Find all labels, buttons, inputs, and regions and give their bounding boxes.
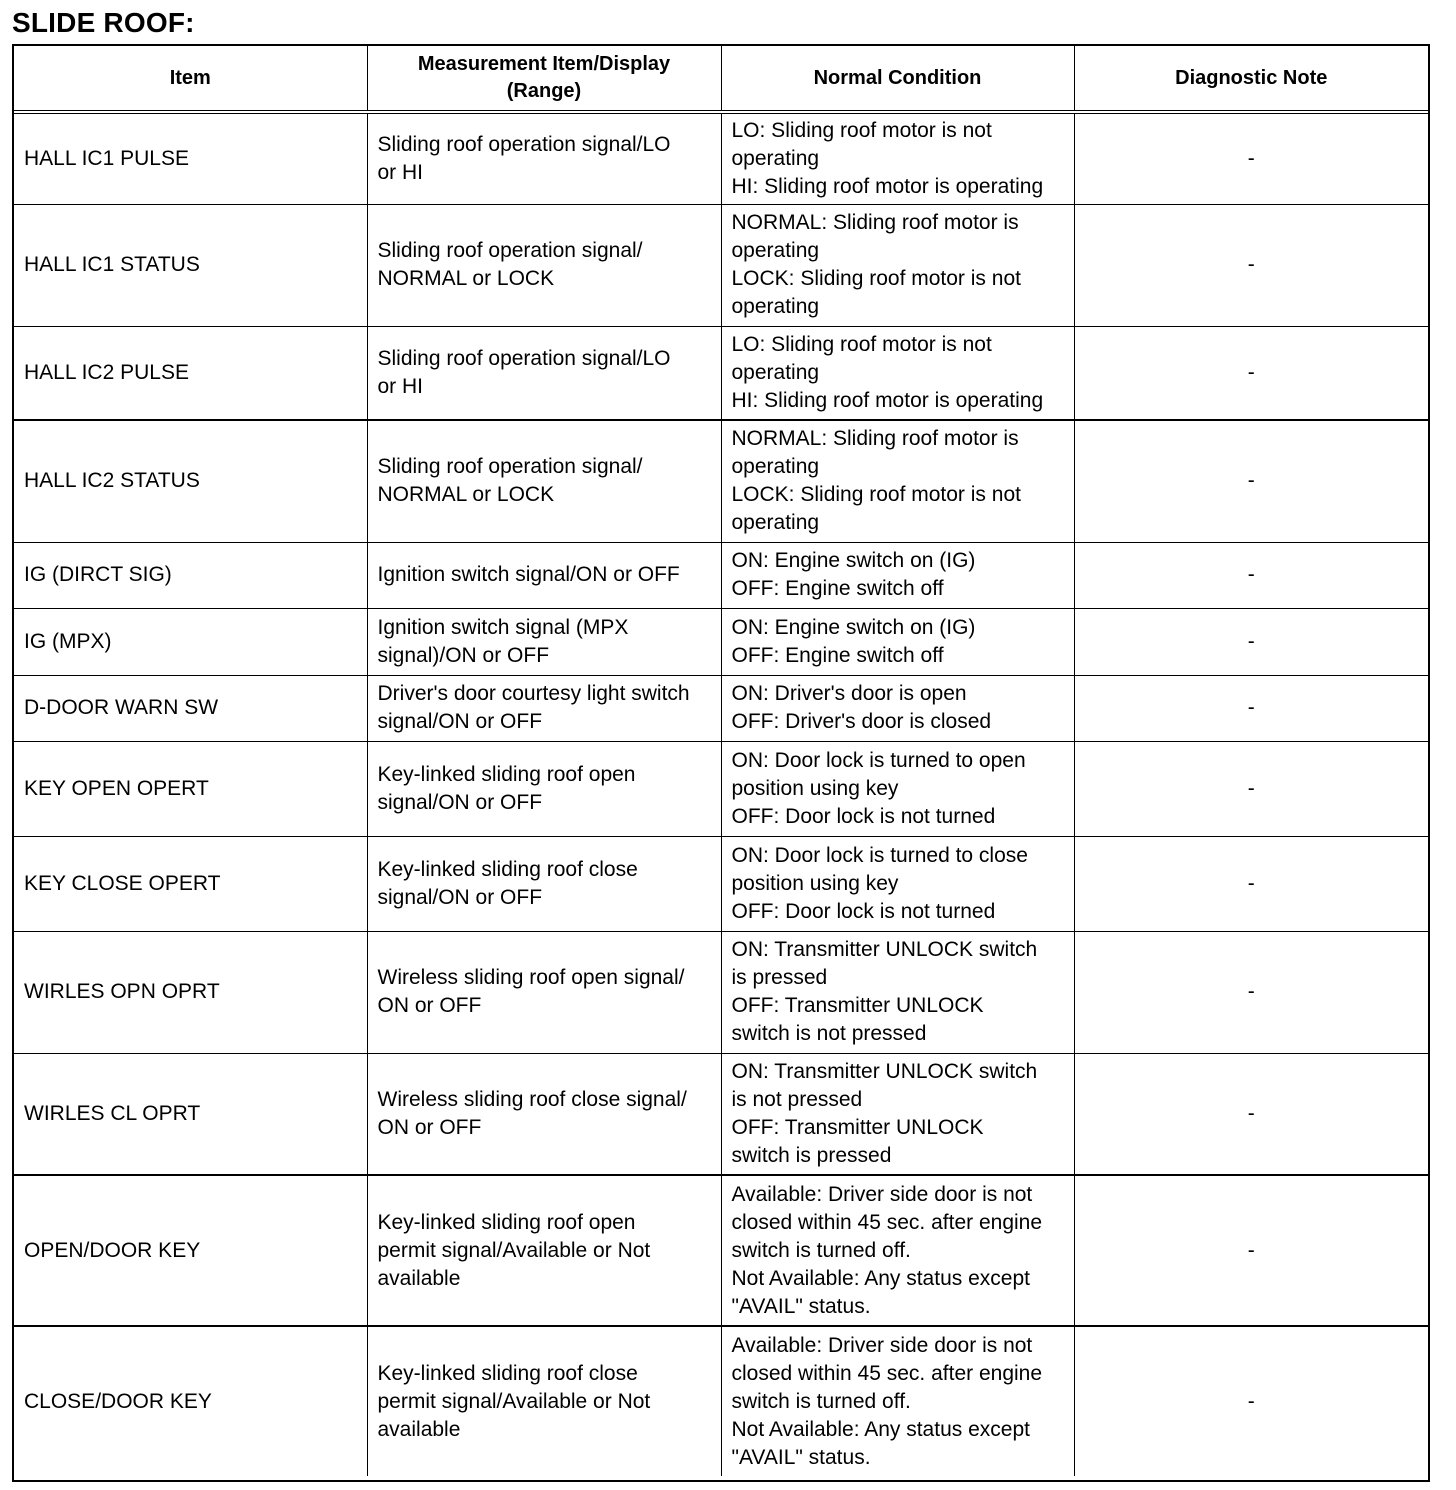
measurement-line: Key-linked sliding roof close	[377, 857, 638, 881]
cell-measurement	[367, 836, 721, 931]
cell-normal-condition	[721, 608, 1074, 675]
measurement-line: signal/ON or OFF	[377, 885, 543, 909]
normal-condition-line: switch is not pressed	[731, 1022, 927, 1045]
item-label: HALL IC2 PULSE	[24, 360, 189, 384]
table-row	[14, 1053, 1428, 1175]
cell-normal-condition	[721, 931, 1074, 1053]
diagnostic-note-value: -	[1247, 776, 1255, 800]
table-row	[14, 931, 1428, 1053]
item-label: WIRLES CL OPRT	[24, 1101, 201, 1125]
cell-item	[14, 112, 367, 204]
diagnostic-note-value: -	[1247, 871, 1255, 895]
table-row	[14, 204, 1428, 326]
table-row	[14, 112, 1428, 204]
diagnostic-note-value: -	[1247, 563, 1255, 586]
table-row	[14, 326, 1428, 420]
normal-condition-line: operating	[731, 146, 820, 170]
header-measurement-label	[378, 51, 711, 105]
normal-condition-line: OFF: Transmitter UNLOCK	[731, 994, 984, 1017]
header-diagnostic-note-label: Diagnostic Note	[1175, 66, 1328, 89]
cell-measurement	[367, 741, 721, 836]
diagnostic-note-value: -	[1247, 1389, 1255, 1413]
cell-measurement	[367, 204, 721, 326]
measurement-line: Sliding roof operation signal/	[377, 239, 643, 262]
measurement-line: NORMAL or LOCK	[377, 267, 555, 290]
header-measurement-line: Measurement Item/Display	[417, 53, 671, 75]
normal-condition-line: Available: Driver side door is not	[731, 1182, 1033, 1206]
measurement-line: signal)/ON or OFF	[377, 643, 550, 667]
cell-normal-condition	[721, 326, 1074, 420]
measurement-line: Sliding roof operation signal/LO	[377, 346, 671, 370]
normal-condition-line: position using key	[731, 871, 899, 895]
cell-measurement	[367, 326, 721, 420]
cell-item	[14, 836, 367, 931]
normal-condition-line: switch is turned off.	[731, 1389, 911, 1413]
item-label: HALL IC1 PULSE	[24, 146, 189, 170]
normal-condition-line: ON: Driver's door is open	[731, 682, 967, 705]
slide-roof-table	[14, 46, 1428, 1476]
cell-item	[14, 741, 367, 836]
normal-condition-line: is pressed	[731, 966, 828, 989]
normal-condition-line: LOCK: Sliding roof motor is not	[731, 483, 1021, 507]
cell-normal-condition	[721, 420, 1074, 542]
item-label: OPEN/DOOR KEY	[24, 1238, 201, 1262]
item-label: KEY OPEN OPERT	[24, 776, 209, 800]
normal-condition-line: ON: Transmitter UNLOCK switch	[731, 1059, 1038, 1083]
measurement-line: Wireless sliding roof close signal/	[377, 1087, 687, 1111]
measurement-line: Ignition switch signal (MPX	[377, 615, 629, 639]
cell-diagnostic-note	[1074, 542, 1428, 608]
measurement-line: Ignition switch signal/ON or OFF	[377, 563, 680, 586]
normal-condition-line: Not Available: Any status except	[731, 1417, 1030, 1441]
cell-measurement	[367, 420, 721, 542]
cell-measurement	[367, 608, 721, 675]
diagnostic-note-value: -	[1247, 469, 1255, 493]
cell-diagnostic-note	[1074, 608, 1428, 675]
measurement-line: Sliding roof operation signal/LO	[377, 132, 671, 156]
cell-normal-condition	[721, 112, 1074, 204]
normal-condition-line: Not Available: Any status except	[731, 1266, 1030, 1290]
cell-item	[14, 542, 367, 608]
cell-normal-condition	[721, 675, 1074, 741]
normal-condition-line: NORMAL: Sliding roof motor is	[731, 427, 1019, 451]
cell-normal-condition	[721, 542, 1074, 608]
item-label: KEY CLOSE OPERT	[24, 871, 221, 895]
cell-diagnostic-note	[1074, 204, 1428, 326]
cell-diagnostic-note	[1074, 1053, 1428, 1175]
measurement-line: Key-linked sliding roof open	[377, 762, 636, 786]
normal-condition-line: "AVAIL" status.	[731, 1445, 871, 1469]
measurement-line: permit signal/Available or Not	[377, 1238, 651, 1262]
normal-condition-line: HI: Sliding roof motor is operating	[731, 388, 1044, 412]
cell-normal-condition	[721, 836, 1074, 931]
measurement-line: or HI	[377, 374, 424, 398]
normal-condition-line: HI: Sliding roof motor is operating	[731, 174, 1044, 198]
cell-normal-condition	[721, 1175, 1074, 1326]
measurement-line: ON or OFF	[377, 1115, 482, 1139]
normal-condition-line: operating	[731, 360, 820, 384]
cell-normal-condition	[721, 204, 1074, 326]
measurement-line: Driver's door courtesy light switch	[377, 682, 690, 705]
measurement-line: available	[377, 1266, 461, 1290]
cell-measurement	[367, 931, 721, 1053]
diagnostic-note-value: -	[1247, 360, 1255, 384]
normal-condition-line: operating	[731, 511, 820, 535]
normal-condition-line: switch is pressed	[731, 1143, 892, 1167]
measurement-line: ON or OFF	[377, 994, 482, 1017]
measurement-line: Key-linked sliding roof close	[377, 1361, 638, 1385]
table-body	[14, 112, 1428, 1476]
diagnostic-note-value: -	[1247, 696, 1255, 719]
cell-measurement	[367, 1053, 721, 1175]
header-normal-condition	[721, 46, 1074, 112]
normal-condition-line: NORMAL: Sliding roof motor is	[731, 211, 1019, 234]
table-row	[14, 420, 1428, 542]
normal-condition-line: OFF: Driver's door is closed	[731, 710, 992, 733]
cell-normal-condition	[721, 1053, 1074, 1175]
cell-diagnostic-note	[1074, 112, 1428, 204]
cell-diagnostic-note	[1074, 326, 1428, 420]
table-row	[14, 836, 1428, 931]
item-label: WIRLES OPN OPRT	[24, 980, 220, 1003]
cell-diagnostic-note	[1074, 931, 1428, 1053]
measurement-line: signal/ON or OFF	[377, 710, 543, 733]
cell-item	[14, 608, 367, 675]
normal-condition-line: ON: Door lock is turned to close	[731, 843, 1028, 867]
header-diagnostic-note	[1074, 46, 1428, 112]
cell-measurement	[367, 542, 721, 608]
normal-condition-line: OFF: Transmitter UNLOCK	[731, 1115, 984, 1139]
table-row	[14, 608, 1428, 675]
normal-condition-line: ON: Transmitter UNLOCK switch	[731, 938, 1038, 961]
normal-condition-line: ON: Engine switch on (IG)	[731, 615, 976, 639]
item-label: D-DOOR WARN SW	[24, 696, 219, 719]
normal-condition-line: operating	[731, 295, 820, 318]
cell-diagnostic-note	[1074, 420, 1428, 542]
measurement-line: Wireless sliding roof open signal/	[377, 966, 685, 989]
normal-condition-line: OFF: Door lock is not turned	[731, 899, 996, 923]
table-row	[14, 1175, 1428, 1326]
cell-item	[14, 1175, 367, 1326]
normal-condition-line: operating	[731, 239, 820, 262]
table-row	[14, 1326, 1428, 1476]
cell-item	[14, 675, 367, 741]
normal-condition-line: switch is turned off.	[731, 1238, 911, 1262]
header-item	[14, 46, 367, 112]
normal-condition-line: "AVAIL" status.	[731, 1294, 871, 1318]
normal-condition-line: ON: Engine switch on (IG)	[731, 549, 976, 572]
measurement-line: signal/ON or OFF	[377, 790, 543, 814]
cell-measurement	[367, 1326, 721, 1476]
cell-normal-condition	[721, 1326, 1074, 1476]
header-item-label: Item	[169, 66, 211, 89]
diagnostic-note-value: -	[1247, 980, 1255, 1003]
cell-item	[14, 1053, 367, 1175]
cell-diagnostic-note	[1074, 1175, 1428, 1326]
slide-roof-table-frame	[12, 44, 1430, 1482]
normal-condition-line: closed within 45 sec. after engine	[731, 1361, 1043, 1385]
table-row	[14, 542, 1428, 608]
measurement-line: Key-linked sliding roof open	[377, 1210, 636, 1234]
page-title: SLIDE ROOF:	[12, 7, 195, 38]
cell-normal-condition	[721, 741, 1074, 836]
measurement-line: NORMAL or LOCK	[377, 483, 555, 507]
cell-diagnostic-note	[1074, 675, 1428, 741]
cell-diagnostic-note	[1074, 1326, 1428, 1476]
normal-condition-line: closed within 45 sec. after engine	[731, 1210, 1043, 1234]
item-label: CLOSE/DOOR KEY	[24, 1389, 212, 1413]
header-measurement	[367, 46, 721, 112]
item-label: IG (DIRCT SIG)	[24, 563, 172, 586]
cell-measurement	[367, 1175, 721, 1326]
diagnostic-note-value: -	[1247, 146, 1255, 170]
normal-condition-line: LO: Sliding roof motor is not	[731, 332, 992, 356]
cell-item	[14, 204, 367, 326]
measurement-line: permit signal/Available or Not	[377, 1389, 651, 1413]
normal-condition-line: Available: Driver side door is not	[731, 1333, 1033, 1357]
table-row	[14, 741, 1428, 836]
normal-condition-line: OFF: Engine switch off	[731, 643, 944, 667]
diagnostic-note-value: -	[1247, 1101, 1255, 1125]
cell-measurement	[367, 112, 721, 204]
cell-item	[14, 1326, 367, 1476]
normal-condition-line: OFF: Door lock is not turned	[731, 804, 996, 828]
cell-diagnostic-note	[1074, 741, 1428, 836]
measurement-line: available	[377, 1417, 461, 1441]
cell-measurement	[367, 675, 721, 741]
item-label: HALL IC2 STATUS	[24, 469, 200, 493]
table-row	[14, 675, 1428, 741]
header-measurement-line: (Range)	[506, 80, 582, 102]
normal-condition-line: OFF: Engine switch off	[731, 577, 944, 600]
diagnostic-note-value: -	[1247, 1238, 1255, 1262]
cell-item	[14, 326, 367, 420]
normal-condition-line: operating	[731, 455, 820, 479]
cell-diagnostic-note	[1074, 836, 1428, 931]
normal-condition-line: is not pressed	[731, 1087, 863, 1111]
measurement-line: or HI	[377, 160, 424, 184]
measurement-line: Sliding roof operation signal/	[377, 455, 643, 479]
item-label: HALL IC1 STATUS	[24, 253, 200, 276]
normal-condition-line: ON: Door lock is turned to open	[731, 748, 1026, 772]
table-header-row	[14, 46, 1428, 112]
diagnostic-note-value: -	[1247, 253, 1255, 276]
cell-item	[14, 420, 367, 542]
normal-condition-line: LO: Sliding roof motor is not	[731, 118, 992, 142]
normal-condition-line: position using key	[731, 776, 899, 800]
header-normal-condition-label: Normal Condition	[813, 66, 982, 89]
diagnostic-note-value: -	[1247, 629, 1255, 653]
item-label: IG (MPX)	[24, 629, 112, 653]
normal-condition-line: LOCK: Sliding roof motor is not	[731, 267, 1021, 290]
cell-item	[14, 931, 367, 1053]
